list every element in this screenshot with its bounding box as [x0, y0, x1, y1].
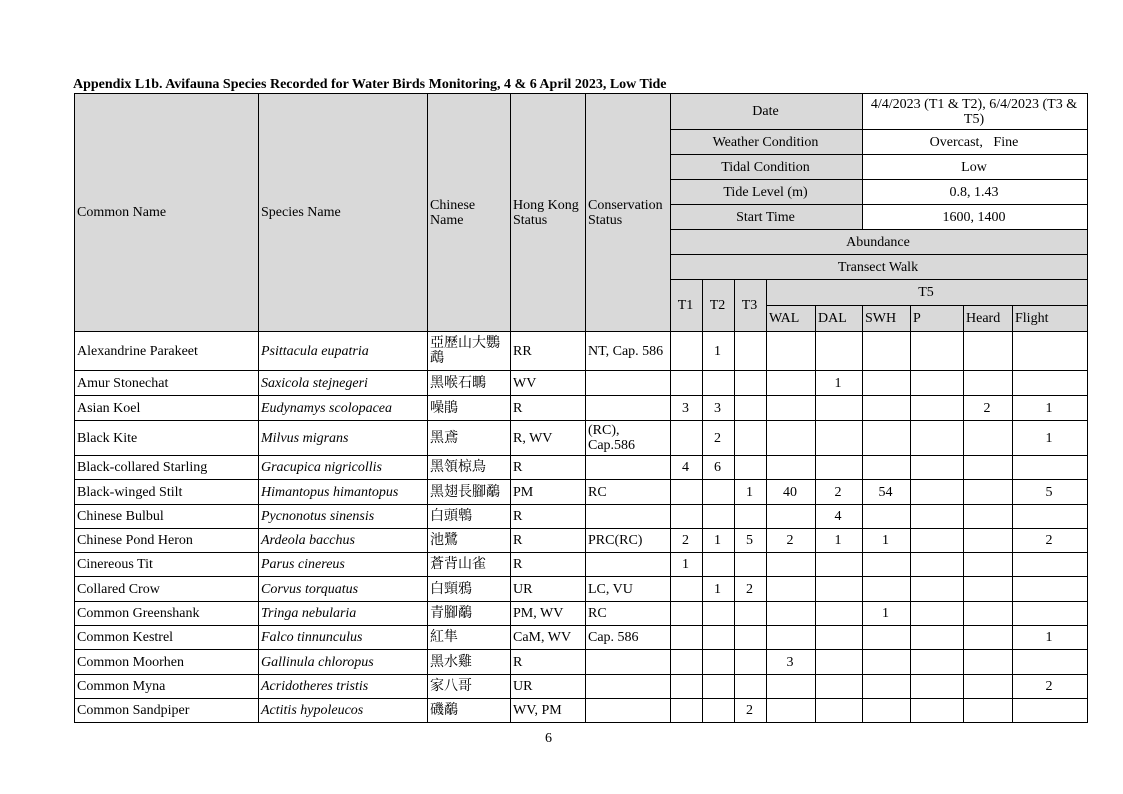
count-heard-cell — [964, 456, 1013, 480]
header-common-name: Common Name — [75, 94, 259, 332]
chinese-name-cell: 青腳鷸 — [428, 602, 511, 626]
common-name-cell: Cinereous Tit — [75, 553, 259, 577]
count-wal-cell — [767, 602, 816, 626]
table-row — [75, 371, 1088, 396]
count-heard-cell — [964, 650, 1013, 675]
count-dal-cell — [816, 332, 863, 371]
count-flight-cell: 5 — [1013, 480, 1088, 505]
count-t3-cell: 2 — [735, 699, 767, 723]
count-t3-cell: 2 — [735, 577, 767, 602]
count-t1-cell: 3 — [671, 396, 703, 421]
species-name-cell: Gracupica nigricollis — [259, 456, 428, 480]
table-row — [75, 577, 1088, 602]
common-name-cell: Common Kestrel — [75, 626, 259, 650]
count-dal-cell: 1 — [816, 371, 863, 396]
count-wal-cell — [767, 577, 816, 602]
header-p: P — [911, 306, 964, 332]
count-t2-cell — [703, 626, 735, 650]
count-wal-cell: 2 — [767, 529, 816, 553]
count-swh-cell — [863, 505, 911, 529]
count-dal-cell — [816, 650, 863, 675]
table-row — [75, 553, 1088, 577]
count-flight-cell: 1 — [1013, 421, 1088, 456]
species-name-cell: Pycnonotus sinensis — [259, 505, 428, 529]
common-name-cell: Amur Stonechat — [75, 371, 259, 396]
table-row — [75, 480, 1088, 505]
species-name-cell: Acridotheres tristis — [259, 675, 428, 699]
count-heard-cell — [964, 480, 1013, 505]
header-dal: DAL — [816, 306, 863, 332]
header-swh: SWH — [863, 306, 911, 332]
count-flight-cell: 1 — [1013, 626, 1088, 650]
conservation-status-cell — [586, 396, 671, 421]
count-swh-cell: 54 — [863, 480, 911, 505]
count-flight-cell — [1013, 699, 1088, 723]
species-name-cell: Falco tinnunculus — [259, 626, 428, 650]
count-swh-cell — [863, 626, 911, 650]
count-t2-cell: 1 — [703, 332, 735, 371]
hk-status-cell: UR — [511, 577, 586, 602]
species-name-cell: Gallinula chloropus — [259, 650, 428, 675]
count-dal-cell — [816, 396, 863, 421]
conservation-status-cell — [586, 553, 671, 577]
abundance-header: Abundance — [671, 230, 1088, 255]
species-name-cell: Actitis hypoleucos — [259, 699, 428, 723]
start-time-label: Start Time — [671, 205, 863, 230]
count-p-cell — [911, 421, 964, 456]
count-dal-cell — [816, 421, 863, 456]
species-table — [74, 93, 1088, 723]
count-t3-cell: 1 — [735, 480, 767, 505]
count-dal-cell — [816, 699, 863, 723]
count-t2-cell — [703, 371, 735, 396]
date-label: Date — [671, 94, 863, 130]
conservation-status-cell — [586, 699, 671, 723]
conservation-status-cell: RC — [586, 480, 671, 505]
header-conservation-status: Conservation Status — [586, 94, 671, 332]
count-wal-cell: 3 — [767, 650, 816, 675]
count-wal-cell — [767, 456, 816, 480]
count-dal-cell — [816, 456, 863, 480]
count-wal-cell — [767, 396, 816, 421]
table-row — [75, 626, 1088, 650]
species-name-cell: Corvus torquatus — [259, 577, 428, 602]
count-flight-cell — [1013, 456, 1088, 480]
table-row — [75, 505, 1088, 529]
conservation-status-cell: LC, VU — [586, 577, 671, 602]
count-swh-cell — [863, 371, 911, 396]
count-heard-cell — [964, 699, 1013, 723]
count-flight-cell — [1013, 371, 1088, 396]
count-heard-cell — [964, 371, 1013, 396]
count-p-cell — [911, 456, 964, 480]
table-row — [75, 332, 1088, 371]
common-name-cell: Common Greenshank — [75, 602, 259, 626]
count-t2-cell: 1 — [703, 577, 735, 602]
header-species-name: Species Name — [259, 94, 428, 332]
count-heard-cell — [964, 553, 1013, 577]
count-t3-cell — [735, 421, 767, 456]
common-name-cell: Black Kite — [75, 421, 259, 456]
count-p-cell — [911, 577, 964, 602]
species-name-cell: Saxicola stejnegeri — [259, 371, 428, 396]
table-body — [75, 332, 1088, 723]
species-name-cell: Parus cinereus — [259, 553, 428, 577]
count-t1-cell — [671, 332, 703, 371]
conservation-status-cell: Cap. 586 — [586, 626, 671, 650]
count-heard-cell — [964, 505, 1013, 529]
count-dal-cell: 4 — [816, 505, 863, 529]
hk-status-cell: PM — [511, 480, 586, 505]
count-t1-cell — [671, 421, 703, 456]
count-t3-cell — [735, 505, 767, 529]
count-heard-cell — [964, 529, 1013, 553]
count-p-cell — [911, 396, 964, 421]
common-name-cell: Chinese Bulbul — [75, 505, 259, 529]
count-t1-cell: 1 — [671, 553, 703, 577]
common-name-cell: Alexandrine Parakeet — [75, 332, 259, 371]
common-name-cell: Black-winged Stilt — [75, 480, 259, 505]
chinese-name-cell: 黑鳶 — [428, 421, 511, 456]
count-dal-cell — [816, 675, 863, 699]
hk-status-cell: R — [511, 505, 586, 529]
header-t3: T3 — [735, 280, 767, 332]
hk-status-cell: R — [511, 456, 586, 480]
count-heard-cell — [964, 577, 1013, 602]
chinese-name-cell: 黑喉石䳭 — [428, 371, 511, 396]
count-p-cell — [911, 699, 964, 723]
count-t1-cell — [671, 699, 703, 723]
header-t1: T1 — [671, 280, 703, 332]
count-t1-cell: 2 — [671, 529, 703, 553]
count-heard-cell — [964, 602, 1013, 626]
count-flight-cell — [1013, 505, 1088, 529]
count-wal-cell — [767, 553, 816, 577]
conservation-status-cell: PRC(RC) — [586, 529, 671, 553]
count-swh-cell: 1 — [863, 602, 911, 626]
count-dal-cell — [816, 553, 863, 577]
weather-value: Overcast, Fine — [863, 130, 1088, 155]
species-name-cell: Himantopus himantopus — [259, 480, 428, 505]
hk-status-cell: WV, PM — [511, 699, 586, 723]
table-row — [75, 650, 1088, 675]
header-flight: Flight — [1013, 306, 1088, 332]
hk-status-cell: R — [511, 553, 586, 577]
hk-status-cell: PM, WV — [511, 602, 586, 626]
count-swh-cell — [863, 421, 911, 456]
count-t1-cell — [671, 577, 703, 602]
count-flight-cell: 2 — [1013, 529, 1088, 553]
chinese-name-cell: 蒼背山雀 — [428, 553, 511, 577]
count-p-cell — [911, 650, 964, 675]
count-wal-cell — [767, 699, 816, 723]
count-wal-cell: 40 — [767, 480, 816, 505]
conservation-status-cell — [586, 456, 671, 480]
table-row — [75, 456, 1088, 480]
count-t3-cell — [735, 650, 767, 675]
common-name-cell: Common Moorhen — [75, 650, 259, 675]
header-chinese-name: Chinese Name — [428, 94, 511, 332]
count-p-cell — [911, 529, 964, 553]
conservation-status-cell — [586, 371, 671, 396]
count-swh-cell: 1 — [863, 529, 911, 553]
tidal-condition-value: Low — [863, 155, 1088, 180]
chinese-name-cell: 磯鷸 — [428, 699, 511, 723]
species-name-cell: Psittacula eupatria — [259, 332, 428, 371]
count-t2-cell — [703, 675, 735, 699]
conservation-status-cell — [586, 505, 671, 529]
species-name-cell: Ardeola bacchus — [259, 529, 428, 553]
count-t2-cell — [703, 699, 735, 723]
count-heard-cell — [964, 675, 1013, 699]
tide-level-label: Tide Level (m) — [671, 180, 863, 205]
count-t3-cell — [735, 553, 767, 577]
table-row — [75, 699, 1088, 723]
count-swh-cell — [863, 456, 911, 480]
count-flight-cell — [1013, 650, 1088, 675]
count-swh-cell — [863, 396, 911, 421]
count-t2-cell — [703, 553, 735, 577]
count-wal-cell — [767, 675, 816, 699]
count-t3-cell — [735, 456, 767, 480]
tidal-condition-label: Tidal Condition — [671, 155, 863, 180]
count-t2-cell: 1 — [703, 529, 735, 553]
count-t3-cell: 5 — [735, 529, 767, 553]
count-t3-cell — [735, 332, 767, 371]
table-row — [75, 529, 1088, 553]
count-dal-cell: 2 — [816, 480, 863, 505]
species-name-cell: Eudynamys scolopacea — [259, 396, 428, 421]
common-name-cell: Asian Koel — [75, 396, 259, 421]
conservation-status-cell — [586, 675, 671, 699]
count-flight-cell: 2 — [1013, 675, 1088, 699]
common-name-cell: Black-collared Starling — [75, 456, 259, 480]
count-flight-cell — [1013, 553, 1088, 577]
count-heard-cell — [964, 332, 1013, 371]
appendix-title: Appendix L1b. Avifauna Species Recorded for Water Birds Monitoring, 4 & 6 April 2023, Low Tide — [73, 77, 667, 92]
common-name-cell: Common Sandpiper — [75, 699, 259, 723]
count-t1-cell — [671, 505, 703, 529]
table-row — [75, 602, 1088, 626]
common-name-cell: Common Myna — [75, 675, 259, 699]
count-t2-cell — [703, 505, 735, 529]
table-row — [75, 396, 1088, 421]
count-swh-cell — [863, 553, 911, 577]
count-flight-cell — [1013, 602, 1088, 626]
count-t2-cell — [703, 480, 735, 505]
header-t2: T2 — [703, 280, 735, 332]
hk-status-cell: CaM, WV — [511, 626, 586, 650]
count-p-cell — [911, 626, 964, 650]
chinese-name-cell: 白頸鴉 — [428, 577, 511, 602]
count-t1-cell — [671, 480, 703, 505]
species-name-cell: Tringa nebularia — [259, 602, 428, 626]
conservation-status-cell — [586, 650, 671, 675]
count-swh-cell — [863, 577, 911, 602]
count-swh-cell — [863, 675, 911, 699]
count-flight-cell — [1013, 332, 1088, 371]
chinese-name-cell: 黑水雞 — [428, 650, 511, 675]
header-wal: WAL — [767, 306, 816, 332]
count-t2-cell — [703, 650, 735, 675]
table-row — [75, 421, 1088, 456]
count-swh-cell — [863, 332, 911, 371]
count-wal-cell — [767, 371, 816, 396]
conservation-status-cell: NT, Cap. 586 — [586, 332, 671, 371]
header-hk-status: Hong Kong Status — [511, 94, 586, 332]
count-p-cell — [911, 480, 964, 505]
count-flight-cell: 1 — [1013, 396, 1088, 421]
count-t2-cell — [703, 602, 735, 626]
count-dal-cell: 1 — [816, 529, 863, 553]
header-heard: Heard — [964, 306, 1013, 332]
weather-label: Weather Condition — [671, 130, 863, 155]
chinese-name-cell: 池鷺 — [428, 529, 511, 553]
tide-level-value: 0.8, 1.43 — [863, 180, 1088, 205]
count-p-cell — [911, 675, 964, 699]
chinese-name-cell: 紅隼 — [428, 626, 511, 650]
count-t1-cell — [671, 675, 703, 699]
page-number: 6 — [545, 731, 552, 746]
count-heard-cell: 2 — [964, 396, 1013, 421]
count-p-cell — [911, 371, 964, 396]
count-t2-cell: 2 — [703, 421, 735, 456]
chinese-name-cell: 亞歷山大鸚鵡 — [428, 332, 511, 371]
count-t2-cell: 3 — [703, 396, 735, 421]
count-t1-cell — [671, 602, 703, 626]
count-t1-cell — [671, 371, 703, 396]
count-t3-cell — [735, 675, 767, 699]
count-t2-cell: 6 — [703, 456, 735, 480]
count-t3-cell — [735, 371, 767, 396]
count-t3-cell — [735, 626, 767, 650]
count-t1-cell — [671, 650, 703, 675]
table-header — [75, 94, 1088, 332]
hk-status-cell: RR — [511, 332, 586, 371]
count-t3-cell — [735, 396, 767, 421]
count-t1-cell: 4 — [671, 456, 703, 480]
hk-status-cell: WV — [511, 371, 586, 396]
table-row — [75, 675, 1088, 699]
count-dal-cell — [816, 577, 863, 602]
count-p-cell — [911, 332, 964, 371]
count-flight-cell — [1013, 577, 1088, 602]
conservation-status-cell: RC — [586, 602, 671, 626]
chinese-name-cell: 黑翅長腳鷸 — [428, 480, 511, 505]
count-t3-cell — [735, 602, 767, 626]
date-value: 4/4/2023 (T1 & T2), 6/4/2023 (T3 & T5) — [863, 94, 1088, 130]
common-name-cell: Collared Crow — [75, 577, 259, 602]
transect-walk-header: Transect Walk — [671, 255, 1088, 280]
count-heard-cell — [964, 421, 1013, 456]
count-swh-cell — [863, 650, 911, 675]
chinese-name-cell: 噪鵑 — [428, 396, 511, 421]
conservation-status-cell: (RC), Cap.586 — [586, 421, 671, 456]
chinese-name-cell: 白頭鵯 — [428, 505, 511, 529]
chinese-name-cell: 黑領椋鳥 — [428, 456, 511, 480]
count-heard-cell — [964, 626, 1013, 650]
hk-status-cell: R — [511, 529, 586, 553]
chinese-name-cell: 家八哥 — [428, 675, 511, 699]
header-t5: T5 — [767, 280, 1088, 306]
count-wal-cell — [767, 505, 816, 529]
count-p-cell — [911, 602, 964, 626]
count-dal-cell — [816, 602, 863, 626]
count-p-cell — [911, 505, 964, 529]
count-dal-cell — [816, 626, 863, 650]
hk-status-cell: UR — [511, 675, 586, 699]
start-time-value: 1600, 1400 — [863, 205, 1088, 230]
count-swh-cell — [863, 699, 911, 723]
count-p-cell — [911, 553, 964, 577]
hk-status-cell: R — [511, 396, 586, 421]
count-t1-cell — [671, 626, 703, 650]
common-name-cell: Chinese Pond Heron — [75, 529, 259, 553]
hk-status-cell: R — [511, 650, 586, 675]
count-wal-cell — [767, 332, 816, 371]
hk-status-cell: R, WV — [511, 421, 586, 456]
count-wal-cell — [767, 421, 816, 456]
species-name-cell: Milvus migrans — [259, 421, 428, 456]
count-wal-cell — [767, 626, 816, 650]
